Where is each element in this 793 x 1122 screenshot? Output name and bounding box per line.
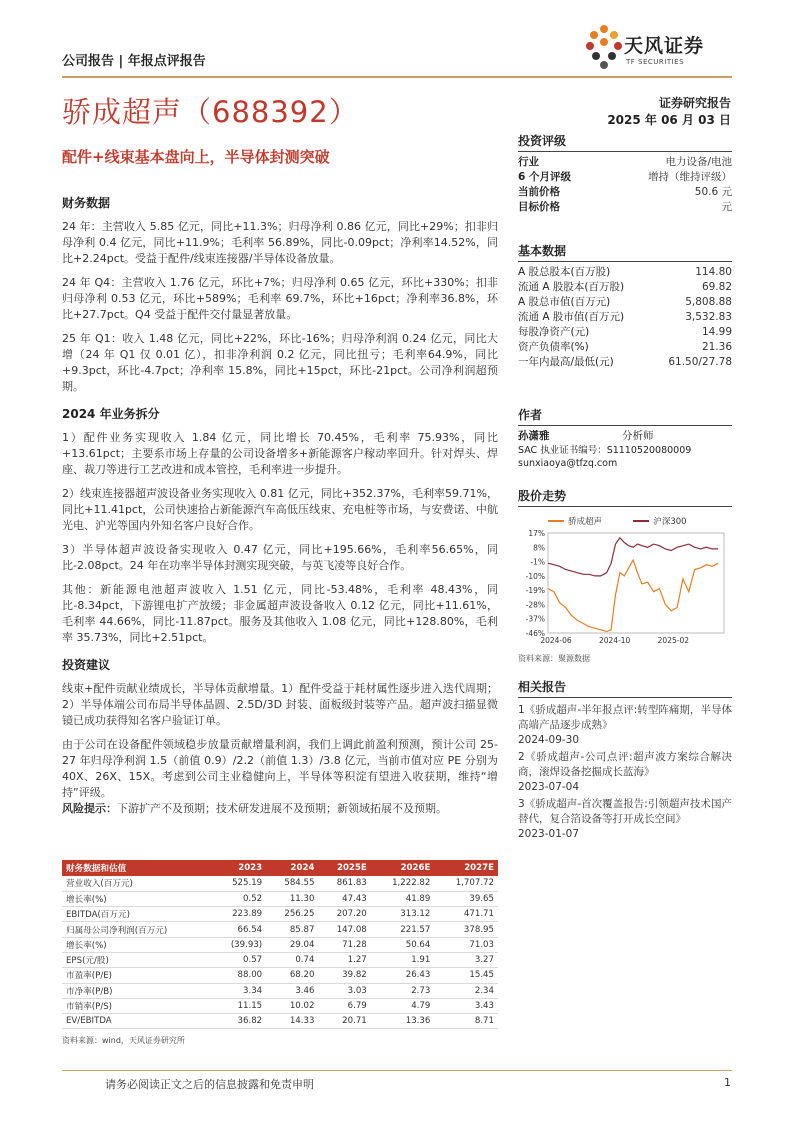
risk-text: 下游扩产不及预期；技术研发进展不及预期；新领域拓展不及预期。 — [117, 802, 447, 815]
author-cert: SAC 执业证书编号：S1110520080009 — [518, 445, 692, 456]
table-cell: 20.71 — [318, 1014, 370, 1029]
table-source: 资料来源：wind，天风证券研究所 — [62, 1036, 185, 1046]
table-cell: 市盈率(P/E) — [62, 968, 212, 983]
paragraph: 25 年 Q1：收入 1.48 亿元，同比+22%，环比-16%；归母净利润 0.24 亿元，同比大增（24 年 Q1 仅 0.01 亿），扣非净利润 0.2 亿元，同比扭亏；毛利率64.9%，同比+9.3pct，环比-4.7pct；净利率 15.8%，同比+15pct，环比-21pct。公司净利润超预期。 — [62, 332, 498, 393]
table-cell: 0.74 — [266, 952, 318, 967]
risk-label: 风险提示： — [62, 802, 117, 815]
related-report-item[interactable] — [518, 750, 732, 795]
table-cell: 11.30 — [266, 891, 318, 906]
basic-value: 69.82 — [701, 281, 732, 293]
table-header-cell: 2025E — [318, 860, 370, 876]
table-cell: 378.95 — [434, 922, 498, 937]
legend-item — [548, 515, 602, 527]
page-number: 1 — [724, 1076, 731, 1089]
risk-paragraph — [62, 801, 498, 817]
y-tick-label: -28% — [525, 600, 545, 610]
price-chart — [518, 529, 732, 647]
rating-row — [518, 155, 732, 170]
table-row — [62, 891, 498, 906]
basic-key: A 股总股本(百万股) — [518, 266, 611, 278]
y-tick-label: -1% — [530, 557, 545, 567]
paragraph: 1）配件业务实现收入 1.84 亿元，同比增长 70.45%，毛利率 75.93%，同比+13.61pct；主要系市场上存量的公司设备增多+新能源客户稼动率回升。针对焊头、焊座、裁刀等进行工艺改进和成本管控，毛利率进一步提升。 — [62, 431, 498, 476]
table-cell: 市销率(P/S) — [62, 998, 212, 1013]
legend-label: 骄成超声 — [568, 517, 603, 527]
table-cell: 256.25 — [266, 907, 318, 922]
table-cell: EBITDA(百万元) — [62, 907, 212, 922]
paragraph: 其他：新能源电池超声波收入 1.51 亿元，同比-53.48%，毛利率 48.43%，同比-8.34pct，下游锂电扩产放缓；非金属超声波设备收入 0.12 亿元，同比+11.61%，毛利率 44.66%，同比-11.87pct。服务及其他收入 1.08 亿元，同比+128.80%，毛利率 35.73%，同比+2.51pct。 — [62, 583, 498, 644]
series-line-0 — [548, 560, 718, 631]
table-row — [62, 968, 498, 983]
legend-swatch-icon — [548, 520, 564, 522]
table-cell: 39.65 — [434, 891, 498, 906]
company-title: 骄成超声（688392） — [62, 95, 359, 129]
related-reports-box — [518, 678, 732, 844]
y-tick-label: -37% — [525, 614, 545, 624]
table-cell: 0.52 — [212, 891, 266, 906]
author-email[interactable]: sunxiaoya@tfzq.com — [518, 458, 618, 469]
report-date: 2025 年 06 月 03 日 — [607, 113, 731, 127]
table-cell: 营业收入(百万元) — [62, 876, 212, 891]
price-chart-box — [518, 487, 732, 664]
table-cell: EV/EBITDA — [62, 1014, 212, 1029]
table-cell: 2.73 — [371, 983, 435, 998]
related-report-date: 2024-09-30 — [518, 734, 580, 746]
legend-label: 沪深300 — [653, 517, 687, 527]
table-cell: 71.03 — [434, 937, 498, 952]
table-cell: 3.03 — [318, 983, 370, 998]
related-report-item[interactable] — [518, 703, 732, 748]
rating-value: 增持（维持评级） — [648, 171, 732, 183]
table-cell: 50.64 — [371, 937, 435, 952]
basic-title: 基本数据 — [518, 242, 732, 262]
y-tick-label: -10% — [525, 571, 545, 581]
x-tick-label: 2024-10 — [598, 636, 631, 645]
table-cell: 39.82 — [318, 968, 370, 983]
x-tick-label: 2024-06 — [540, 636, 572, 645]
table-cell: 3.46 — [266, 983, 318, 998]
financial-table — [62, 860, 498, 1029]
table-cell: 66.54 — [212, 922, 266, 937]
table-cell: 14.33 — [266, 1014, 318, 1029]
table-cell: 41.89 — [371, 891, 435, 906]
table-cell: 3.43 — [434, 998, 498, 1013]
table-cell: 6.79 — [318, 998, 370, 1013]
table-cell: 85.87 — [266, 922, 318, 937]
basic-value: 114.80 — [695, 266, 732, 278]
section-heading: 财务数据 — [62, 196, 111, 210]
basic-key: 每股净资产(元) — [518, 326, 590, 338]
y-tick-label: -46% — [525, 629, 545, 638]
table-cell: 1,222.82 — [371, 876, 435, 891]
basic-value: 61.50/27.78 — [668, 356, 732, 368]
table-cell: 4.79 — [371, 998, 435, 1013]
table-row — [62, 876, 498, 891]
table-cell: 36.82 — [212, 1014, 266, 1029]
table-row — [62, 922, 498, 937]
x-tick-label: 2025-02 — [657, 636, 690, 645]
table-cell: 1.91 — [371, 952, 435, 967]
related-report-text: 1《骄成超声-半年报点评:转型阵痛期，半导体高端产品逐步成熟》 — [518, 704, 732, 731]
y-tick-label: 17% — [528, 529, 545, 538]
footer-divider — [62, 1070, 732, 1071]
rating-value: 50.6 元 — [694, 186, 732, 198]
tf-logo-icon — [585, 24, 623, 70]
paragraph: 24 年 Q4：主营收入 1.76 亿元，环比+7%；归母净利 0.65 亿元，环比+330%；扣非归母净利 0.53 亿元，环比+589%；毛利率 69.7%，环比+16pct；净利率36.8%，环比+27.7pct。Q4 受益于配件交付量显著放量。 — [62, 276, 498, 321]
table-header-row — [62, 860, 498, 876]
author-box — [518, 406, 732, 470]
table-cell: 221.57 — [371, 922, 435, 937]
table-cell: 8.71 — [434, 1014, 498, 1029]
table-cell: 10.02 — [266, 998, 318, 1013]
rating-key: 6 个月评级 — [518, 171, 571, 183]
basic-value: 21.36 — [701, 341, 732, 353]
report-category: 公司报告 | 年报点评报告 — [62, 54, 206, 69]
table-row — [62, 937, 498, 952]
table-cell: 525.19 — [212, 876, 266, 891]
table-cell: 147.08 — [318, 922, 370, 937]
basic-data-box — [518, 242, 732, 370]
section-heading: 2024 年业务拆分 — [62, 407, 160, 421]
basic-key: 一年内最高/最低(元) — [518, 356, 614, 368]
table-row — [62, 1014, 498, 1029]
paragraph: 由于公司在设备配件领域稳步放量贡献增量利润，我们上调此前盈利预测，预计公司 25-27 年归母净利润 1.5（前值 0.9）/2.2（前值 1.3）/3.8 亿元，当前市值对应 PE 分别为 40X、26X、15X。考虑到公司主业稳健向上，半导体等积淀有望进入收获期，维持“增持”评级。 — [62, 738, 498, 799]
author-role: 分析师 — [622, 430, 654, 442]
table-cell: 71.28 — [318, 937, 370, 952]
basic-value: 14.99 — [701, 326, 732, 338]
table-cell: 584.55 — [266, 876, 318, 891]
section-heading: 投资建议 — [62, 658, 111, 672]
table-cell: 3.27 — [434, 952, 498, 967]
paragraph: 线束+配件贡献业绩成长，半导体贡献增量。1）配件受益于耗材属性逐步进入迭代周期；2）半导体端公司布局半导体晶圆、2.5D/3D 封装、面板级封装等产品。超声波扫描显微镜已成功获得知名客户验证订单。 — [62, 682, 498, 727]
rating-key: 目标价格 — [518, 201, 560, 213]
table-row — [62, 998, 498, 1013]
table-header-cell: 2027E — [434, 860, 498, 876]
table-cell: 0.57 — [212, 952, 266, 967]
author-title: 作者 — [518, 406, 732, 426]
table-row — [62, 952, 498, 967]
paragraph: 2）线束连接器超声波设备业务实现收入 0.81 亿元，同比+352.37%，毛利率59.71%，同比+11.41pct，公司快速拾占新能源汽车高低压线束、充电桩等市场，与安费诺、中航光电、沪光等国内外知名客户良好合作。 — [62, 487, 498, 532]
chart-title: 股价走势 — [518, 487, 732, 507]
y-tick-label: 8% — [533, 543, 545, 553]
table-cell: 207.20 — [318, 907, 370, 922]
logo-text: 天风证券 — [624, 35, 705, 57]
basic-key: 流通 A 股股本(百万股) — [518, 281, 625, 293]
financial-table-section — [62, 860, 498, 1046]
rating-row — [518, 170, 732, 185]
basic-key: A 股总市值(百万元) — [518, 296, 611, 308]
related-report-date: 2023-07-04 — [518, 781, 580, 793]
related-report-item[interactable] — [518, 797, 732, 842]
rating-key: 行业 — [518, 156, 539, 168]
paragraph: 24 年：主营收入 5.85 亿元，同比+11.3%；归母净利 0.86 亿元，同比+29%；扣非归母净利 0.4 亿元，同比+11.9%；毛利率 56.89%，同比-0.09pct；净利率14.52%，同比+2.24pct。受益于配件/线束连接器/半导体设备放量。 — [62, 220, 498, 265]
logo-subtext: TF SECURITIES — [626, 58, 685, 66]
table-cell: 2.34 — [434, 983, 498, 998]
basic-row — [518, 265, 732, 280]
table-cell: 47.43 — [318, 891, 370, 906]
table-cell: 归属母公司净利润(百万元) — [62, 922, 212, 937]
author-name: 孙潇雅 — [518, 430, 550, 442]
basic-row — [518, 280, 732, 295]
table-cell: 88.00 — [212, 968, 266, 983]
financial-data-section — [62, 194, 498, 817]
y-tick-label: -19% — [525, 586, 545, 596]
basic-value: 3,532.83 — [685, 311, 732, 323]
paragraph: 3）半导体超声波设备实现收入 0.47 亿元，同比+195.66%，毛利率56.65%，同比-2.08pct。24 年在功率半导体封测实现突破，与英飞凌等良好合作。 — [62, 543, 498, 572]
table-row — [62, 907, 498, 922]
rating-value: 电力设备/电池 — [665, 156, 732, 168]
rating-row — [518, 200, 732, 215]
legend-swatch-icon — [633, 520, 649, 522]
table-header-cell: 2024 — [266, 860, 318, 876]
table-cell: 11.15 — [212, 998, 266, 1013]
rating-box — [518, 132, 732, 215]
report-subtitle: 配件+线束基本盘向上，半导体封测突破 — [62, 148, 330, 166]
table-cell: 29.04 — [266, 937, 318, 952]
table-cell: 223.89 — [212, 907, 266, 922]
table-cell: 1.27 — [318, 952, 370, 967]
report-type: 证券研究报告 — [658, 96, 731, 110]
table-cell: 68.20 — [266, 968, 318, 983]
table-cell: 市净率(P/B) — [62, 983, 212, 998]
basic-row — [518, 355, 732, 370]
related-report-date: 2023-01-07 — [518, 828, 580, 840]
footer-disclaimer: 请务必阅读正文之后的信息披露和免责申明 — [105, 1078, 314, 1091]
header-divider — [62, 76, 732, 78]
basic-key: 资产负债率(%) — [518, 341, 589, 353]
rating-title: 投资评级 — [518, 132, 732, 152]
chart-legend — [518, 513, 732, 527]
basic-row — [518, 340, 732, 355]
table-cell: 增长率(%) — [62, 891, 212, 906]
table-cell: EPS(元/股) — [62, 952, 212, 967]
table-row — [62, 983, 498, 998]
related-report-text: 3《骄成超声-首次覆盖报告:引领超声技术国产替代，复合箔设备等打开成长空间》 — [518, 798, 732, 825]
table-cell: 13.36 — [371, 1014, 435, 1029]
basic-row — [518, 295, 732, 310]
table-header-cell: 2026E — [371, 860, 435, 876]
rating-key: 当前价格 — [518, 186, 560, 198]
legend-item — [633, 515, 686, 527]
series-line-1 — [548, 538, 718, 576]
table-cell: 861.83 — [318, 876, 370, 891]
table-cell: 增长率(%) — [62, 937, 212, 952]
basic-row — [518, 325, 732, 340]
rating-value: 元 — [721, 201, 732, 213]
table-header-cell: 财务数据和估值 — [62, 860, 212, 876]
table-cell: 26.43 — [371, 968, 435, 983]
related-report-text: 2《骄成超声-公司点评:超声波方案综合解决商，滚焊设备挖掘成长蓝海》 — [518, 751, 732, 778]
chart-source: 资料来源：聚源数据 — [518, 654, 590, 663]
table-cell: 1,707.72 — [434, 876, 498, 891]
table-cell: 3.34 — [212, 983, 266, 998]
table-cell: 313.12 — [371, 907, 435, 922]
table-header-cell: 2023 — [212, 860, 266, 876]
table-cell: 471.71 — [434, 907, 498, 922]
rating-row — [518, 185, 732, 200]
table-cell: (39.93) — [212, 937, 266, 952]
basic-key: 流通 A 股市值(百万元) — [518, 311, 625, 323]
table-cell: 15.45 — [434, 968, 498, 983]
basic-row — [518, 310, 732, 325]
related-title: 相关报告 — [518, 678, 732, 698]
basic-value: 5,808.88 — [685, 296, 732, 308]
